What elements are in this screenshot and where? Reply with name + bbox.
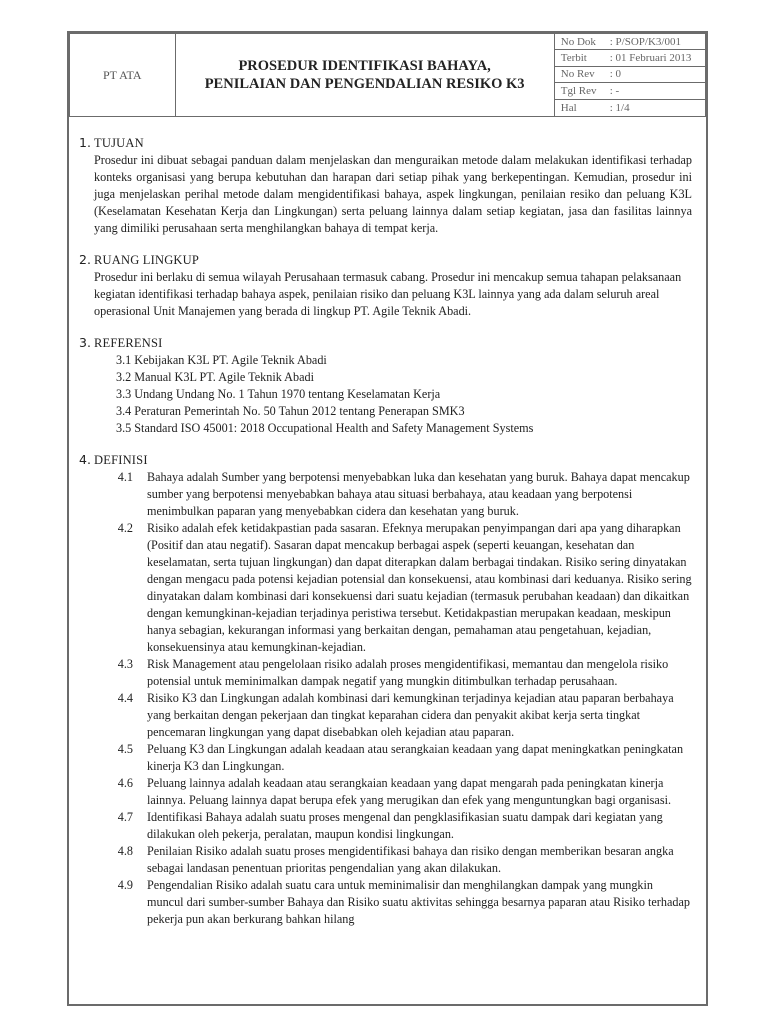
section-title: REFERENSI [94, 336, 163, 350]
section-paragraph: Prosedur ini dibuat sebagai panduan dalam menjelaskan dan menguraikan metode dalam melakukan identifikasi terhadap konteks organisasi yang berupa kebutuhan dan harapan dari setiap pihak yang berkepentingan. Kemudian, prosedur ini juga menjelaskan perihal metode dalam mengidentifikasi bahaya, aspek lingkungan, penilaian resiko dan peluang K3L (Keselamatan Kesehatan Kerja dan Lingkungan) serta peluang lainnya dalam setiap kegiatan, jasa dan fasilitas lainnya yang dimiliki perusahaan serta menghilangkan bahaya di tempat kerja. [94, 153, 692, 235]
definition-text: Penilaian Risiko adalah suatu proses mengidentifikasi bahaya dan risiko dengan memberikan besaran angka sebagai landasan penentuan prioritas pengendalian yang akan dilakukan. [147, 844, 674, 875]
section-title: TUJUAN [94, 136, 144, 150]
definition-text: Peluang K3 dan Lingkungan adalah keadaan atau serangkaian keadaan yang dapat meningkatkan peningkatan kinerja K3 dan Lingkungan. [147, 742, 684, 773]
section-number: 1. [79, 135, 91, 150]
definition-item [79, 741, 692, 775]
document-title-line2: PENILAIAN DAN PENGENDALIAN RESIKO K3 [204, 76, 525, 92]
document-page [67, 31, 708, 1006]
definition-text: Peluang lainnya adalah keadaan atau serangkaian keadaan yang dapat mengarah pada peningkatan kinerja lainnya. Peluang lainnya dapat berupa efek yang merugikan dan efek yang menguntungkan bagi organisasi. [147, 776, 672, 807]
definition-text: Risk Management atau pengelolaan risiko adalah proses mengidentifikasi, memantau dan mengelola risiko potensial untuk meminimalkan dampak negatif yang mungkin ditimbulkan terhadap perusahaan. [147, 657, 669, 688]
definition-item [79, 809, 692, 843]
definition-number: 4.1 [117, 470, 133, 484]
definition-item [79, 469, 692, 520]
meta-value: : 01 Februari 2013 [609, 52, 692, 65]
company-name: PT ATA [70, 34, 176, 117]
definition-number: 4.6 [117, 776, 133, 790]
meta-value: : - [609, 84, 620, 97]
definition-text: Risiko K3 dan Lingkungan adalah kombinasi dari kemungkinan terjadinya kejadian atau paparan berbahaya yang berkaitan dengan pekerjaan dan tingkat keparahan cidera dan penyakit akibat kerja serta tingkat pencemaran lingkungan yang dapat disebabkan oleh kejadian atau paparan. [147, 691, 674, 739]
document-meta [554, 34, 705, 117]
reference-item: 3.4 Peraturan Pemerintah No. 50 Tahun 2012 tentang Penerapan SMK3 [116, 404, 465, 418]
section-tujuan [79, 134, 692, 237]
definition-number: 4.5 [117, 742, 133, 756]
definition-item [79, 843, 692, 877]
meta-row-hal [555, 100, 705, 116]
meta-label: Tgl Rev [560, 84, 597, 97]
section-heading [79, 251, 692, 269]
meta-value: : P/SOP/K3/001 [609, 35, 681, 48]
document-body [69, 131, 706, 928]
meta-value: : 1/4 [609, 101, 630, 114]
meta-label: Terbit [560, 52, 587, 65]
meta-row-tgl-rev [555, 83, 705, 99]
section-heading [79, 134, 692, 152]
document-header [69, 33, 706, 117]
document-title-line1: PROSEDUR IDENTIFIKASI BAHAYA, [238, 58, 491, 74]
definition-item [79, 690, 692, 741]
section-ruang-lingkup [79, 251, 692, 320]
section-number: 4. [79, 452, 91, 467]
definition-text: Identifikasi Bahaya adalah suatu proses mengenal dan pengklasifikasian suatu dampak dari kegiatan yang dilakukan oleh pekerja, peralatan, maupun kondisi lingkungan. [147, 810, 663, 841]
section-number: 3. [79, 335, 91, 350]
section-paragraph: Prosedur ini berlaku di semua wilayah Perusahaan termasuk cabang. Prosedur ini mencakup semua tahapan pelaksanaan kegiatan identifikasi terhadap bahaya aspek, penilaian risiko dan peluang K3L lainnya yang ada dalam seluruh areal operasional Unit Manajemen yang berada di lingkup PT. Agile Teknik Abadi. [94, 270, 682, 318]
section-heading [79, 451, 692, 469]
meta-label: No Dok [560, 35, 596, 48]
section-title: DEFINISI [94, 453, 148, 467]
definition-number: 4.8 [117, 844, 133, 858]
definition-item [79, 520, 692, 656]
meta-label: No Rev [560, 68, 595, 81]
meta-label: Hal [560, 101, 577, 114]
meta-row-terbit [555, 50, 705, 66]
section-referensi [79, 334, 692, 437]
definition-number: 4.2 [117, 521, 133, 535]
reference-item: 3.2 Manual K3L PT. Agile Teknik Abadi [116, 370, 314, 384]
definition-text: Risiko adalah efek ketidakpastian pada sasaran. Efeknya merupakan penyimpangan dari apa yang diharapkan (Positif dan atau negatif). Sasaran dapat mencakup berbagai aspek (seperti keuangan, kesehatan dan keselamatan, serta tujuan lingkungan) dan dapat diterapkan dalam berbagai tindakan. Risiko sering dinyatakan dengan mengacu pada potensi kejadian potensial dan konsekuensi, atau kombinasi dari keduanya. Risiko sering dinyatakan dalam kombinasi dari konsekuensi dari suatu kejadian (termasuk perubahan keadaan) dan dikaitkan dengan kemungkinan-kejadian terjadinya peristiwa tersebut. Ketidakpastian merupakan keadaan, meskipun hanya sebagian, kekurangan informasi yang berkaitan dengan, pemahaman atau pengetahuan, kejadian, konsekuensinya atau kemungkinan-kejadian. [147, 521, 692, 654]
reference-item: 3.5 Standard ISO 45001: 2018 Occupational Health and Safety Management Systems [116, 421, 534, 435]
meta-row-no-dok [555, 34, 705, 50]
section-heading [79, 334, 692, 352]
definition-number: 4.9 [117, 878, 133, 892]
definition-item [79, 775, 692, 809]
definition-item [79, 877, 692, 928]
reference-item: 3.3 Undang Undang No. 1 Tahun 1970 tentang Keselamatan Kerja [116, 387, 441, 401]
section-title: RUANG LINGKUP [94, 253, 200, 267]
section-definisi [79, 451, 692, 928]
reference-item: 3.1 Kebijakan K3L PT. Agile Teknik Abadi [116, 353, 327, 367]
definition-number: 4.4 [117, 691, 133, 705]
definition-item [79, 656, 692, 690]
meta-value: : 0 [609, 68, 622, 81]
definition-text: Pengendalian Risiko adalah suatu cara untuk meminimalisir dan menghilangkan dampak yang mungkin muncul dari sumber-sumber Bahaya dan Risiko suatu aktivitas sehingga besarnya paparan atau Risiko terhadap pekerja pun akan berkurang bahkan hilang [147, 878, 690, 926]
document-title [175, 34, 554, 117]
definition-number: 4.3 [117, 657, 133, 671]
section-number: 2. [79, 252, 91, 267]
definition-number: 4.7 [117, 810, 133, 824]
meta-row-no-rev [555, 67, 705, 83]
definition-text: Bahaya adalah Sumber yang berpotensi menyebabkan luka dan kesehatan yang buruk. Bahaya dapat mencakup sumber yang berpotensi menyebabkan bahaya atau situasi berbahaya, atau keadaan yang berpotensi menimbulkan paparan yang menyebabkan cidera dan kesehatan yang buruk. [147, 470, 690, 518]
